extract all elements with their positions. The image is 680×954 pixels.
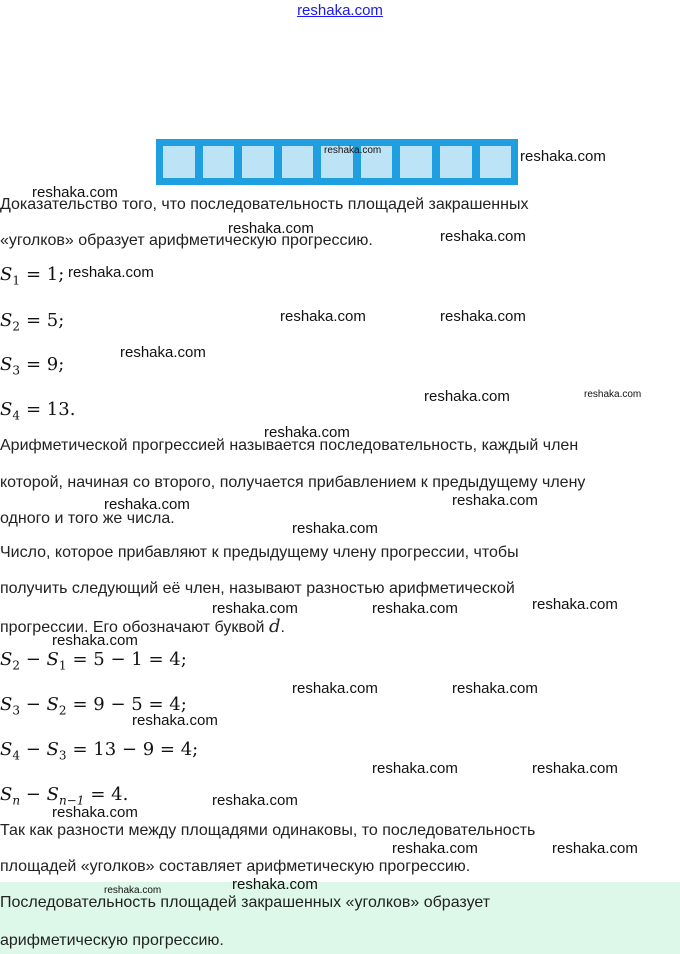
watermark: reshaka.com xyxy=(212,600,298,617)
variable-d: d xyxy=(268,616,281,637)
figure-cell xyxy=(202,145,236,179)
watermark: reshaka.com xyxy=(228,220,314,237)
figure-cell xyxy=(399,145,433,179)
watermark: reshaka.com xyxy=(372,600,458,617)
watermark: reshaka.com xyxy=(292,680,378,697)
figure-cell xyxy=(241,145,275,179)
watermark: reshaka.com xyxy=(104,885,162,896)
watermark: reshaka.com xyxy=(520,148,606,165)
definition-line-2: которой, начиная со второго, получается прибавлением к предыдущему члену xyxy=(0,474,586,491)
watermark: reshaka.com xyxy=(372,760,458,777)
watermark: reshaka.com xyxy=(104,496,190,513)
conclusion-line-1: Так как разности между площадями одинаковы, то последовательность xyxy=(0,822,536,839)
definition-line-3: одного и того же числа. xyxy=(0,510,175,527)
watermark: reshaka.com xyxy=(452,680,538,697)
watermark: reshaka.com xyxy=(532,596,618,613)
intro-line-1: Доказательство того, что последовательность площадей закрашенных xyxy=(0,196,529,213)
equation-d3: $S_4 - S_3 = 13 - 9 = 4$; xyxy=(0,739,199,763)
figure-cell xyxy=(281,145,315,179)
watermark: reshaka.com xyxy=(552,840,638,857)
figure-cell xyxy=(162,145,196,179)
watermark: reshaka.com xyxy=(232,876,318,893)
answer-box xyxy=(0,882,680,954)
watermark: reshaka.com xyxy=(68,264,154,281)
watermark: reshaka.com xyxy=(424,388,510,405)
difference-line-2: получить следующий её член, называют разностью арифметической xyxy=(0,580,515,597)
watermark: reshaka.com xyxy=(532,760,618,777)
watermark: reshaka.com xyxy=(452,492,538,509)
figure-cell xyxy=(479,145,513,179)
conclusion-line-2: площадей «уголков» составляет арифметическую прогрессию. xyxy=(0,858,471,875)
watermark: reshaka.com xyxy=(52,804,138,821)
watermark: reshaka.com xyxy=(32,184,118,201)
answer-line-2: арифметическую прогрессию. xyxy=(0,932,224,949)
equation-d2: $S_3 - S_2 = 9 - 5 = 4$; xyxy=(0,694,187,718)
watermark: reshaka.com xyxy=(584,389,642,400)
watermark: reshaka.com xyxy=(324,145,382,156)
watermark: reshaka.com xyxy=(120,344,206,361)
equation-d1: $S_2 - S_1 = 5 - 1 = 4$; xyxy=(0,649,187,673)
watermark: reshaka.com xyxy=(292,520,378,537)
watermark: reshaka.com xyxy=(52,632,138,649)
watermark: reshaka.com xyxy=(280,308,366,325)
watermark: reshaka.com xyxy=(264,424,350,441)
difference-line-1: Число, которое прибавляют к предыдущему члену прогрессии, чтобы xyxy=(0,544,519,561)
site-link[interactable]: reshaka.com xyxy=(297,2,383,19)
equation-dn: $S_n - S_{n-1} = 4$. xyxy=(0,784,129,808)
equation-s3: $S_3 = 9$; xyxy=(0,354,65,378)
watermark: reshaka.com xyxy=(392,840,478,857)
definition-line-1: Арифметической прогрессией называется последовательность, каждый член xyxy=(0,437,579,454)
equation-s2: $S_2 = 5$; xyxy=(0,310,65,334)
watermark: reshaka.com xyxy=(132,712,218,729)
watermark: reshaka.com xyxy=(212,792,298,809)
equation-s4: $S_4 = 13$. xyxy=(0,399,76,423)
equation-s1: $S_1 = 1$; xyxy=(0,264,65,288)
difference-line-3: прогрессии. Его обозначают буквой d. xyxy=(0,616,285,637)
figure-cell xyxy=(439,145,473,179)
watermark: reshaka.com xyxy=(440,228,526,245)
intro-line-2: «уголков» образует арифметическую прогрессию. xyxy=(0,232,373,249)
answer-line-1: Последовательность площадей закрашенных «уголков» образует xyxy=(0,894,491,911)
watermark: reshaka.com xyxy=(440,308,526,325)
